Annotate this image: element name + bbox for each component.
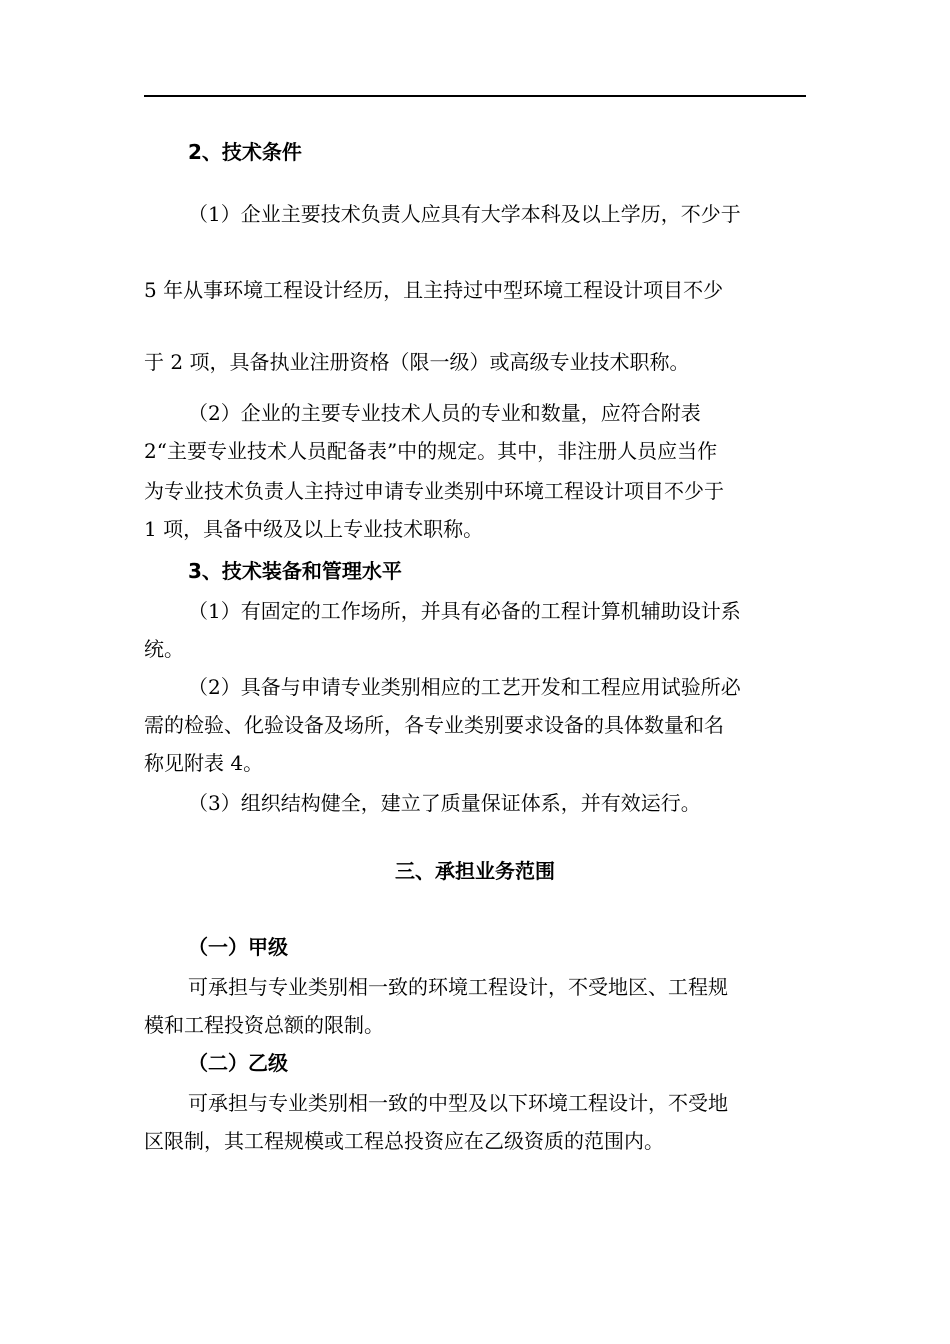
header-rule (144, 95, 806, 97)
subheading-grade-b: （二）乙级 (188, 1051, 288, 1075)
paragraph-line: 可承担与专业类别相一致的中型及以下环境工程设计，不受地 (188, 1091, 728, 1115)
paragraph-line: 需的检验、化验设备及场所，各专业类别要求设备的具体数量和名 (144, 713, 724, 737)
paragraph-line: 模和工程投资总额的限制。 (144, 1013, 384, 1037)
section-heading-equipment: 3、技术装备和管理水平 (188, 559, 402, 583)
paragraph-line: 可承担与专业类别相一致的环境工程设计，不受地区、工程规 (188, 975, 728, 999)
paragraph-line: （3）组织结构健全，建立了质量保证体系，并有效运行。 (188, 791, 701, 815)
paragraph-line: 称见附表 4。 (144, 751, 264, 775)
paragraph-line: 为专业技术负责人主持过申请专业类别中环境工程设计项目不少于 (144, 479, 724, 503)
paragraph-line: 区限制，其工程规模或工程总投资应在乙级资质的范围内。 (144, 1129, 664, 1153)
paragraph-line: 2“主要专业技术人员配备表”中的规定。其中，非注册人员应当作 (144, 439, 718, 463)
chapter-title-scope: 三、承担业务范围 (395, 859, 555, 883)
paragraph-line: 统。 (144, 637, 184, 661)
section-heading-tech-conditions: 2、技术条件 (188, 140, 302, 164)
paragraph-line: 5 年从事环境工程设计经历，且主持过中型环境工程设计项目不少 (144, 278, 724, 302)
paragraph-line: （1）企业主要技术负责人应具有大学本科及以上学历，不少于 (188, 202, 741, 226)
paragraph-line: 1 项，具备中级及以上专业技术职称。 (144, 517, 484, 541)
subheading-grade-a: （一）甲级 (188, 935, 288, 959)
paragraph-line: （2）具备与申请专业类别相应的工艺开发和工程应用试验所必 (188, 675, 741, 699)
paragraph-line: 于 2 项，具备执业注册资格（限一级）或高级专业技术职称。 (144, 350, 690, 374)
paragraph-line: （2）企业的主要专业技术人员的专业和数量，应符合附表 (188, 401, 701, 425)
paragraph-line: （1）有固定的工作场所，并具有必备的工程计算机辅助设计系 (188, 599, 741, 623)
